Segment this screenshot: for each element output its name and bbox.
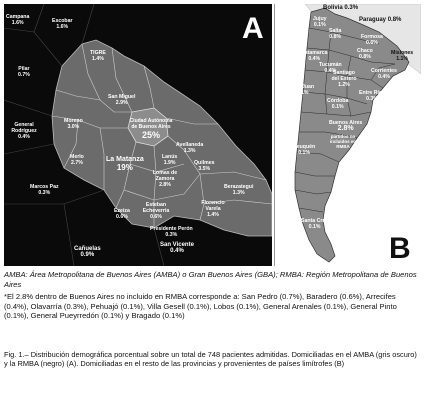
district-label-caba: Ciudad Autónoma de Buenos Aires 25% xyxy=(129,118,173,140)
district-label: TIGRE 1.4% xyxy=(90,50,106,62)
province-label: Santiago del Estero 1.2% xyxy=(331,70,357,88)
province-label: Salta 0.8% xyxy=(329,28,342,40)
district-label: Marcos Paz 0.3% xyxy=(30,184,59,196)
district-label: Cañuelas 0.9% xyxy=(74,246,101,258)
figure-caption: Fig. 1.– Distribución demográfica porcentual sobre un total de 748 pacientes admitidas. Domiciliadas en el AMBA (gris oscuro) y la RMBA (negro) (A). Domiciliadas en el resto de las provincias y provenientes de países limítrofes (B) xyxy=(4,350,417,369)
district-label: Moreno 3.0% xyxy=(64,118,83,130)
panel-b-letter: B xyxy=(389,232,411,265)
country-label: Paraguay 0.8% xyxy=(359,17,402,23)
province-label: Formosa 0.6% xyxy=(361,34,383,46)
district-label: Ezeiza 0.6% xyxy=(114,208,130,220)
province-label: Chaco 0.8% xyxy=(357,48,373,60)
figure-1 xyxy=(4,4,420,266)
province-label: Entre Ríos 0.3% xyxy=(359,90,385,102)
district-label: Merlo 2.7% xyxy=(70,154,84,166)
province-label: Jujuy 0.1% xyxy=(313,16,327,28)
district-label: Campana 1.6% xyxy=(6,14,30,26)
footnote-caption: *El 2.8% dentro de Buenos Aires no incluido en RMBA corresponde a: San Pedro (0.7%), Baradero (0.6%), Arrecifes (0.4%), Olavarría (0.3%), Pehuajó (0.1%), Villa Gesell (0.1%), Lobos (0.1%), General Arenales (0.1%), General Pinto (0.1%), General Pueyrredón (0.1%) y Bragado (0.1%) xyxy=(4,292,397,321)
district-label: General Rodríguez 0.4% xyxy=(11,122,37,140)
province-label: Corrientes 0.4% xyxy=(371,68,397,80)
district-label: Florencio Varela 1.4% xyxy=(201,200,225,218)
province-label: Santa Cruz 0.1% xyxy=(301,218,329,230)
province-label: Neuquén 0.1% xyxy=(293,144,316,156)
province-label: Buenos Aires 2.8% xyxy=(329,120,363,132)
district-label-la-matanza: La Matanza 19% xyxy=(106,156,144,172)
panel-a-amba-map xyxy=(4,4,272,266)
district-label: Pilar 0.7% xyxy=(18,66,30,78)
district-label: Presidente Perón 0.3% xyxy=(150,226,193,238)
district-label: Berazategui 1.3% xyxy=(224,184,254,196)
panel-b-argentina-map xyxy=(274,4,421,266)
province-note: partidos no incluidos en RMBA xyxy=(329,134,357,149)
district-label: Esteban Echeverría 0.6% xyxy=(142,202,170,220)
province-label: Córdoba 0.1% xyxy=(327,98,349,110)
district-label: Quilmes 3.5% xyxy=(194,160,215,172)
province-label: Catamarca 0.4% xyxy=(301,50,328,62)
country-label: Bolivia 0.3% xyxy=(323,5,359,11)
province-label: Tucumán 0.4% xyxy=(319,62,342,74)
district-label: Lanús 1.9% xyxy=(162,154,178,166)
panel-a-letter: A xyxy=(242,12,264,45)
district-label: San Vicente 0.4% xyxy=(160,242,194,254)
district-label: Lomas de Zamora 2.8% xyxy=(152,170,178,188)
abbreviations-caption: AMBA: Área Metropolitana de Buenos Aires (AMBA) o Gran Buenos Aires (GBA); RMBA: Región Metropolitana de Buenos Aires xyxy=(4,270,417,289)
district-label: San Miguel 2.9% xyxy=(108,94,136,106)
province-label: San Juan 0.1% xyxy=(291,84,315,96)
district-label: Escobar 1.6% xyxy=(52,18,73,30)
district-label: Avellaneda 1.3% xyxy=(176,142,204,154)
province-label: Misiones 1.1% xyxy=(391,50,414,62)
